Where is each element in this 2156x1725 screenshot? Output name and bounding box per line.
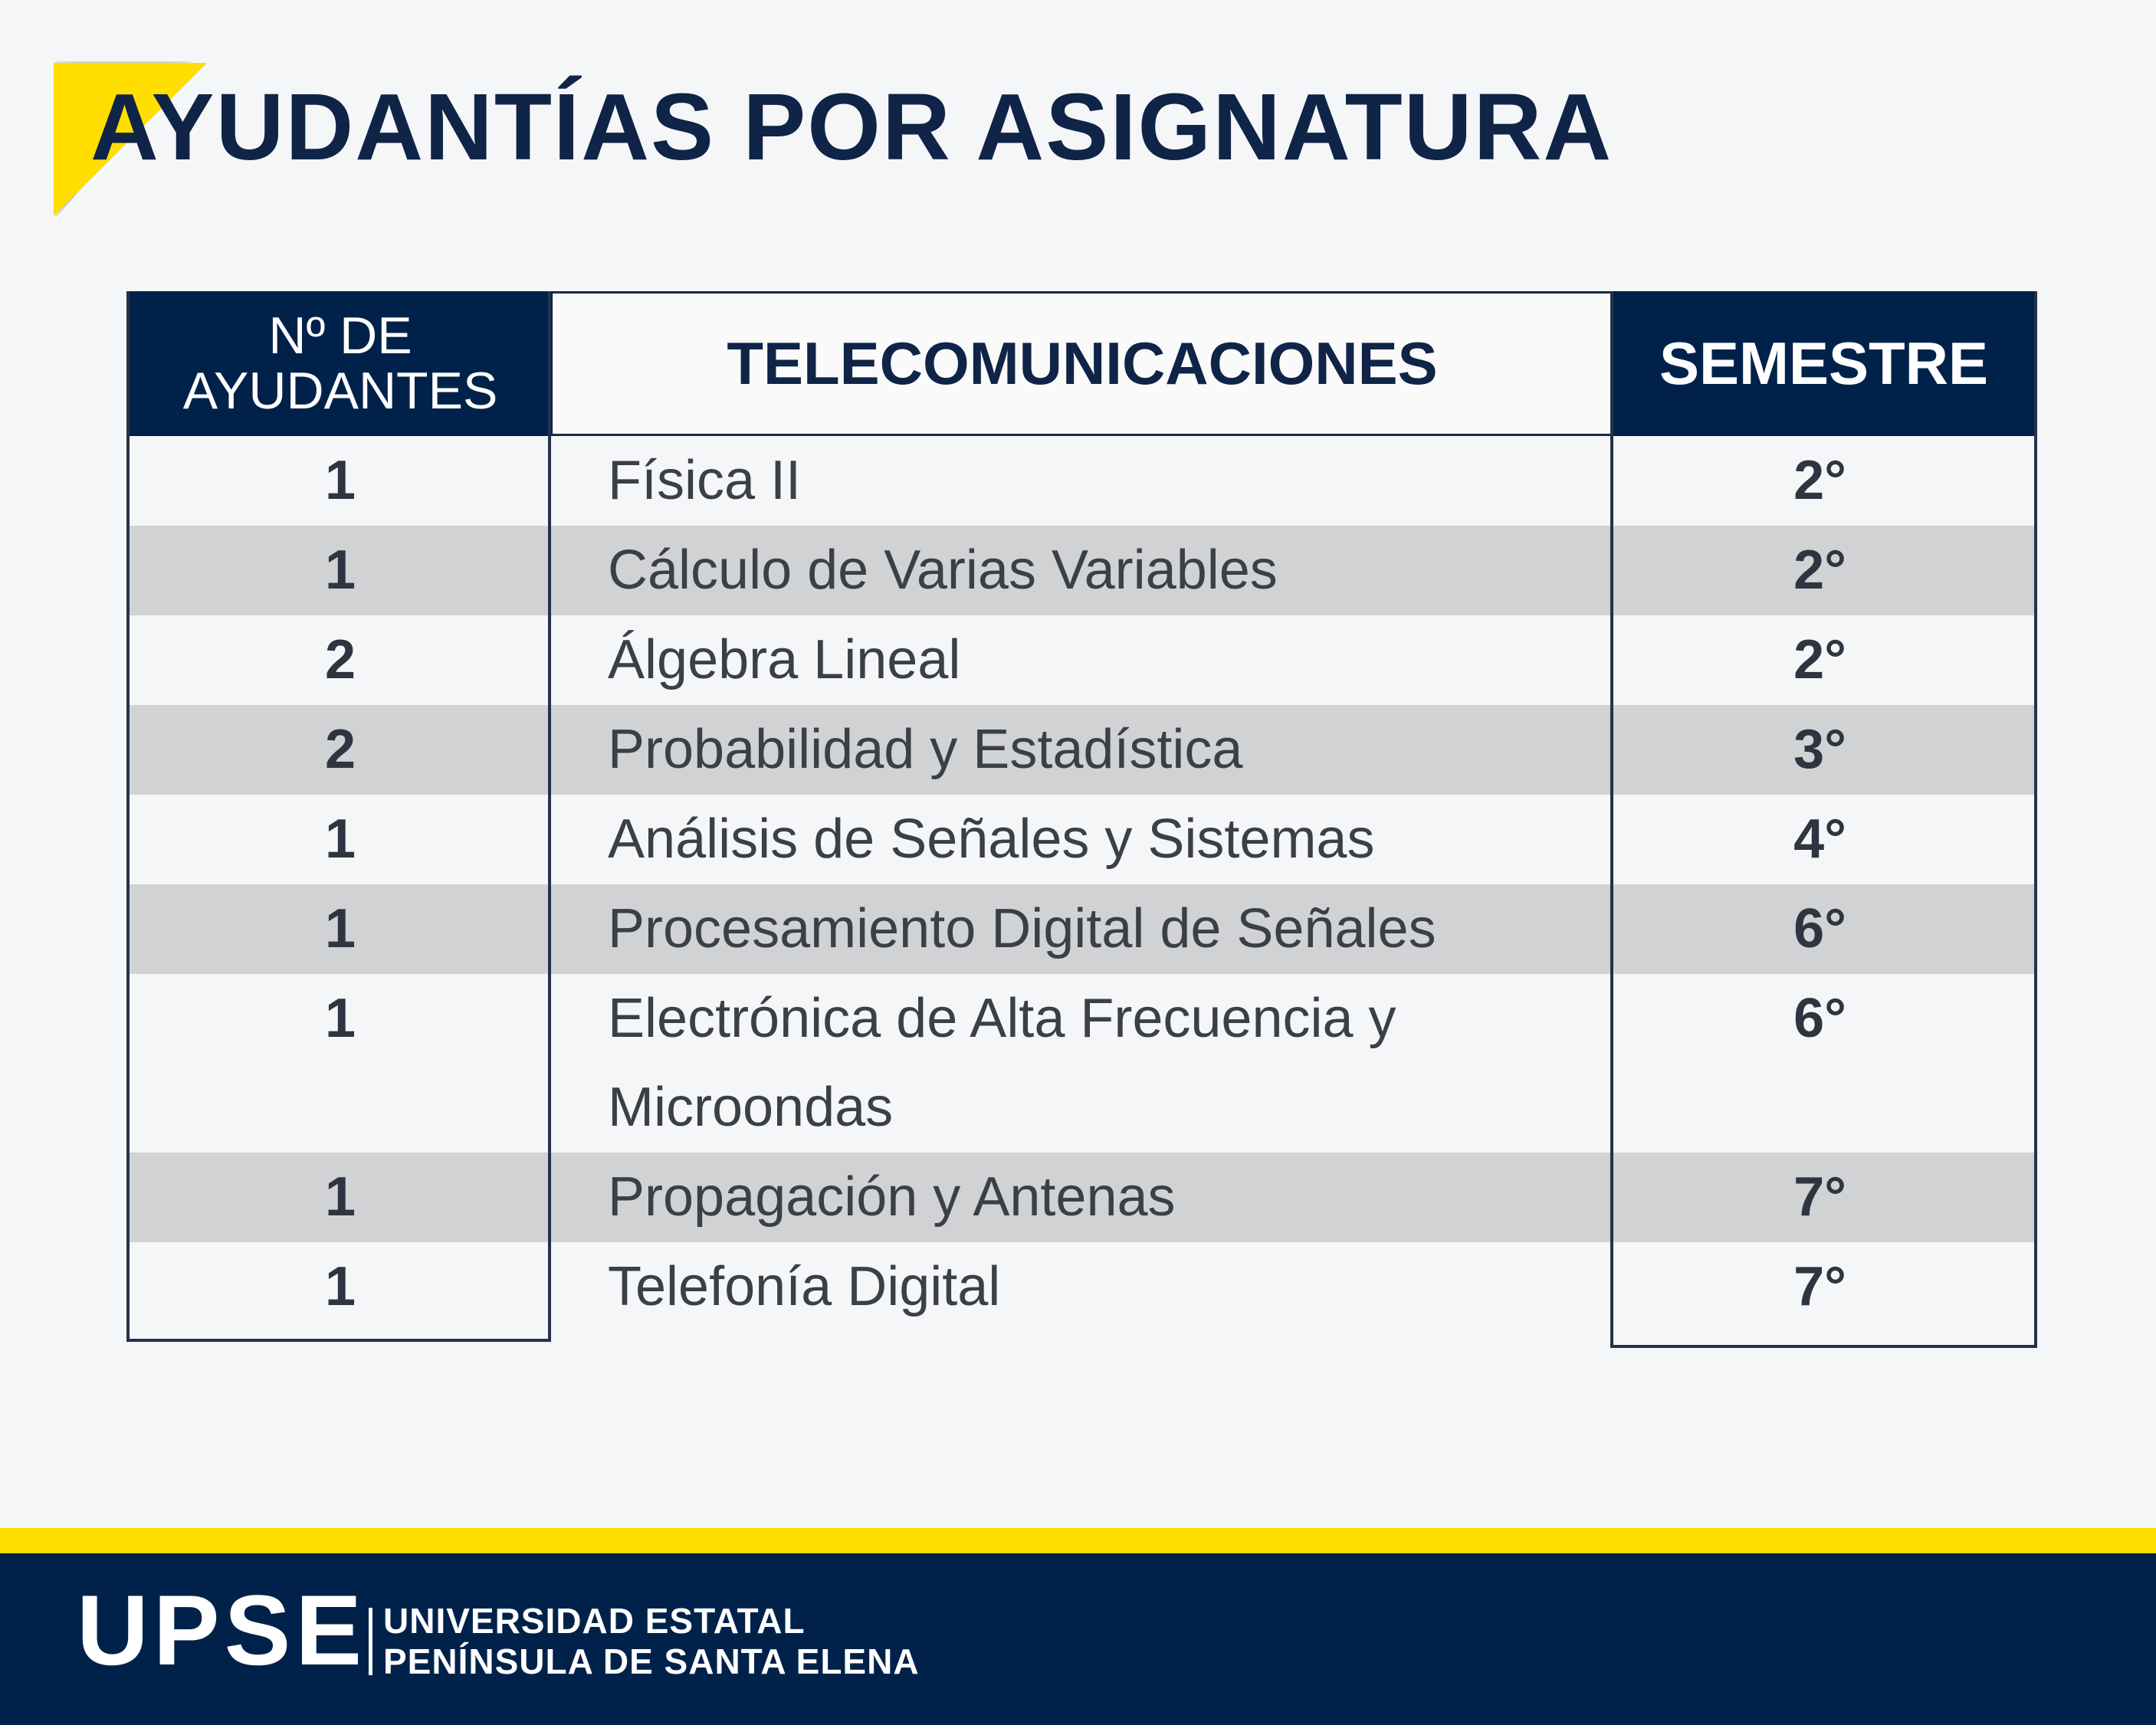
header-assistants-line2: AYUDANTES (182, 361, 498, 420)
header-semester: SEMESTRE (1612, 291, 2036, 436)
header-assistants-line1: Nº DE (268, 307, 412, 366)
assistants-count: 2 (324, 629, 356, 690)
assistants-count: 1 (324, 988, 356, 1049)
table-row (128, 526, 2036, 615)
table-row (128, 795, 2036, 884)
assistants-count: 2 (324, 719, 356, 780)
subject-name: Probabilidad y Estadística (608, 719, 1243, 780)
table-body (128, 436, 2036, 1332)
semester-value: 2° (1793, 450, 1846, 511)
header-assistants-count (128, 291, 553, 436)
semester-value: 2° (1793, 539, 1846, 601)
semester-value: 6° (1793, 988, 1846, 1049)
subject-name: Cálculo de Varias Variables (608, 539, 1278, 601)
subject-name-line1: Electrónica de Alta Frecuencia y (608, 988, 1396, 1049)
assistants-count: 1 (324, 450, 356, 511)
table-row (128, 974, 2036, 1153)
semester-value: 6° (1793, 898, 1846, 959)
university-name-line2: PENÍNSULA DE SANTA ELENA (383, 1641, 920, 1681)
table-row (128, 615, 2036, 705)
subject-name: Telefonía Digital (608, 1256, 1001, 1317)
semester-value: 7° (1793, 1256, 1846, 1317)
table-row (128, 436, 2036, 526)
subject-name: Propagación y Antenas (608, 1166, 1176, 1228)
page-title: AYUDANTÍAS POR ASIGNATURA (90, 75, 1613, 180)
upse-logo: UPSE (77, 1574, 367, 1686)
semester-value: 2° (1793, 629, 1846, 690)
logo-divider (369, 1608, 372, 1675)
university-name (383, 1601, 920, 1682)
footer-yellow-band (0, 1528, 2156, 1553)
table-row (128, 1153, 2036, 1242)
subject-name: Procesamiento Digital de Señales (608, 898, 1436, 959)
table-row (128, 1242, 2036, 1332)
subject-name (553, 974, 1612, 1152)
assistants-count: 1 (324, 1256, 356, 1317)
subject-name: Física II (608, 450, 802, 511)
subject-name: Análisis de Señales y Sistemas (608, 808, 1375, 870)
table-row (128, 884, 2036, 974)
university-name-line1: UNIVERSIDAD ESTATAL (383, 1601, 806, 1641)
header-subject: TELECOMUNICACIONES (553, 291, 1612, 436)
assistants-count: 1 (324, 539, 356, 601)
subject-name: Álgebra Lineal (608, 629, 961, 690)
semester-value: 3° (1793, 719, 1846, 780)
table-row (128, 705, 2036, 795)
subject-name-line2: Microondas (608, 1077, 894, 1138)
assistants-count: 1 (324, 898, 356, 959)
assistants-count: 1 (324, 1166, 356, 1228)
semester-value: 4° (1793, 808, 1846, 870)
semester-value: 7° (1793, 1166, 1846, 1228)
assistants-count: 1 (324, 808, 356, 870)
